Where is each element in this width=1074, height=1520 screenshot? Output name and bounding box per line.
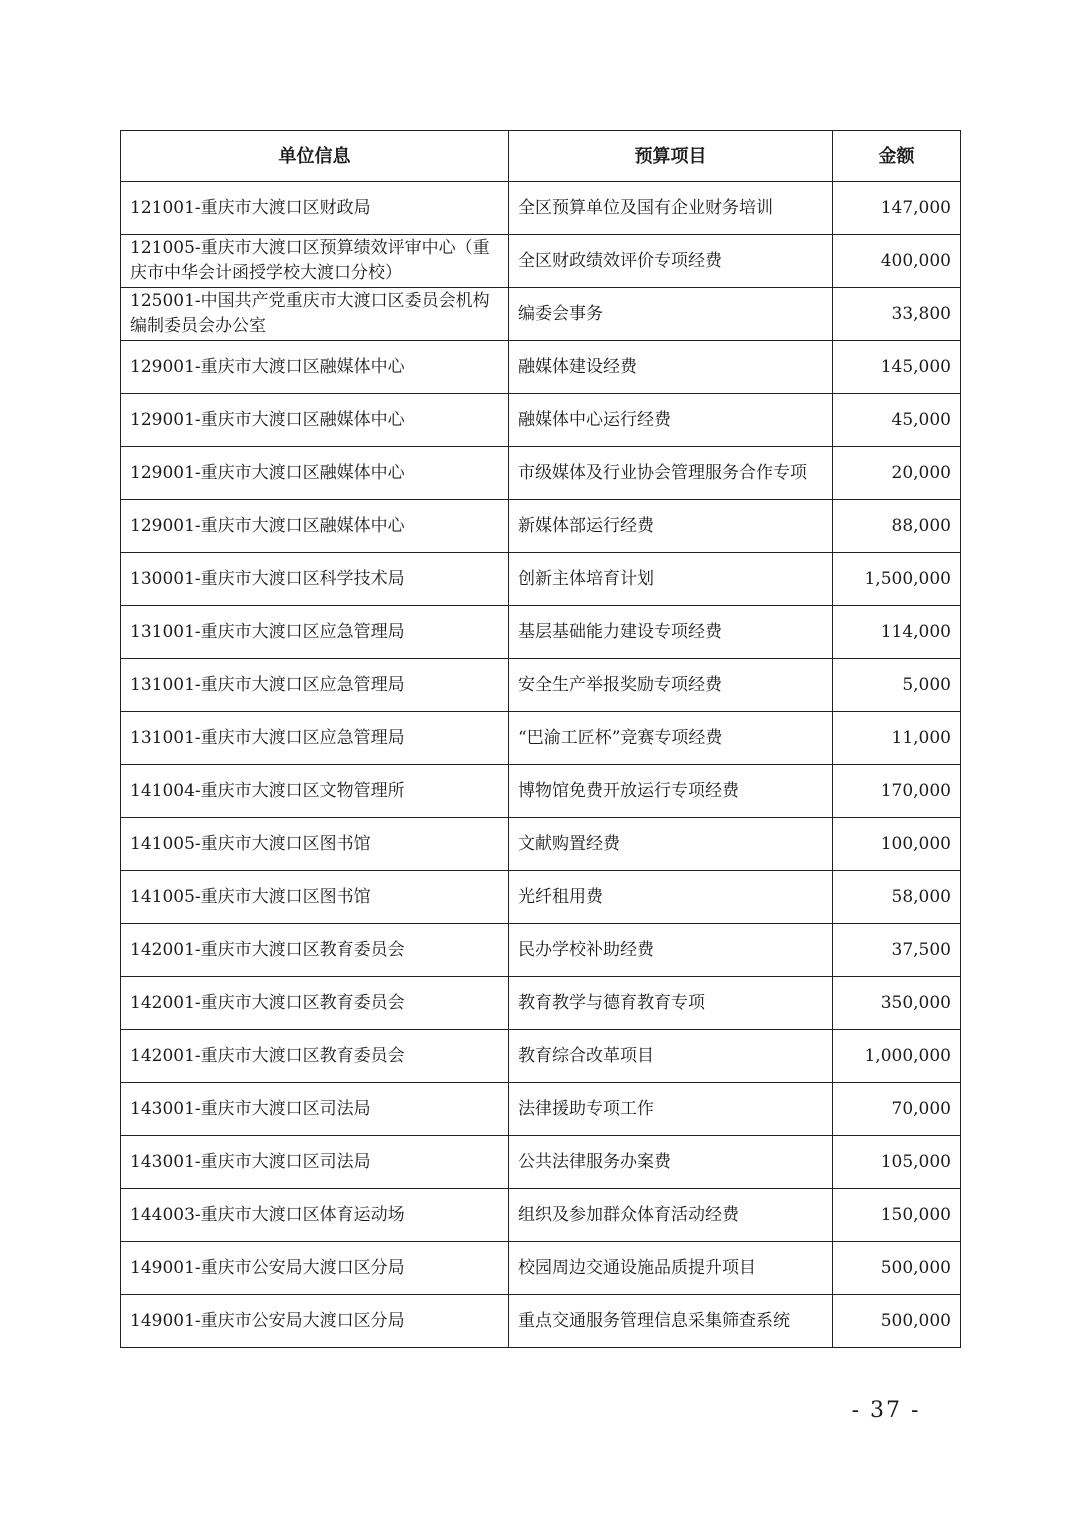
cell-project: 公共法律服务办案费: [509, 1136, 833, 1189]
cell-project: 新媒体部运行经费: [509, 500, 833, 553]
cell-project: 光纤租用费: [509, 871, 833, 924]
cell-amount: 147,000: [833, 182, 961, 235]
cell-project: 教育教学与德育教育专项: [509, 977, 833, 1030]
cell-unit: 125001-中国共产党重庆市大渡口区委员会机构编制委员会办公室: [121, 288, 509, 341]
cell-amount: 70,000: [833, 1083, 961, 1136]
table-body: [121, 182, 961, 1348]
table-row: [121, 818, 961, 871]
cell-unit: 142001-重庆市大渡口区教育委员会: [121, 924, 509, 977]
table-row: [121, 235, 961, 288]
cell-amount: 114,000: [833, 606, 961, 659]
table-row: [121, 341, 961, 394]
cell-unit: 131001-重庆市大渡口区应急管理局: [121, 606, 509, 659]
table-row: [121, 288, 961, 341]
cell-amount: 400,000: [833, 235, 961, 288]
cell-unit: 141005-重庆市大渡口区图书馆: [121, 871, 509, 924]
cell-unit: 121001-重庆市大渡口区财政局: [121, 182, 509, 235]
cell-project: 民办学校补助经费: [509, 924, 833, 977]
table-row: [121, 182, 961, 235]
table-row: [121, 394, 961, 447]
cell-amount: 1,000,000: [833, 1030, 961, 1083]
cell-unit: 129001-重庆市大渡口区融媒体中心: [121, 500, 509, 553]
cell-unit: 121005-重庆市大渡口区预算绩效评审中心（重庆市中华会计函授学校大渡口分校）: [121, 235, 509, 288]
cell-unit: 141004-重庆市大渡口区文物管理所: [121, 765, 509, 818]
header-amount: 金额: [833, 131, 961, 182]
cell-unit: 149001-重庆市公安局大渡口区分局: [121, 1242, 509, 1295]
cell-unit: 144003-重庆市大渡口区体育运动场: [121, 1189, 509, 1242]
cell-unit: 142001-重庆市大渡口区教育委员会: [121, 1030, 509, 1083]
cell-project: 创新主体培育计划: [509, 553, 833, 606]
cell-project: “巴渝工匠杯”竞赛专项经费: [509, 712, 833, 765]
table-row: [121, 659, 961, 712]
table-row: [121, 553, 961, 606]
table-row: [121, 871, 961, 924]
cell-amount: 5,000: [833, 659, 961, 712]
table-row: [121, 1136, 961, 1189]
header-unit-info: 单位信息: [121, 131, 509, 182]
table-row: [121, 606, 961, 659]
table-row: [121, 500, 961, 553]
cell-amount: 88,000: [833, 500, 961, 553]
table-row: [121, 1083, 961, 1136]
cell-project: 全区预算单位及国有企业财务培训: [509, 182, 833, 235]
cell-unit: 130001-重庆市大渡口区科学技术局: [121, 553, 509, 606]
cell-project: 市级媒体及行业协会管理服务合作专项: [509, 447, 833, 500]
cell-project: 教育综合改革项目: [509, 1030, 833, 1083]
cell-amount: 33,800: [833, 288, 961, 341]
cell-unit: 131001-重庆市大渡口区应急管理局: [121, 659, 509, 712]
cell-amount: 11,000: [833, 712, 961, 765]
cell-amount: 20,000: [833, 447, 961, 500]
cell-unit: 129001-重庆市大渡口区融媒体中心: [121, 341, 509, 394]
header-budget-project: 预算项目: [509, 131, 833, 182]
table-row: [121, 765, 961, 818]
cell-project: 融媒体中心运行经费: [509, 394, 833, 447]
cell-project: 校园周边交通设施品质提升项目: [509, 1242, 833, 1295]
cell-project: 组织及参加群众体育活动经费: [509, 1189, 833, 1242]
table-row: [121, 447, 961, 500]
cell-unit: 141005-重庆市大渡口区图书馆: [121, 818, 509, 871]
cell-unit: 129001-重庆市大渡口区融媒体中心: [121, 394, 509, 447]
table-row: [121, 712, 961, 765]
table-row: [121, 924, 961, 977]
cell-project: 文献购置经费: [509, 818, 833, 871]
cell-amount: 1,500,000: [833, 553, 961, 606]
table-row: [121, 1189, 961, 1242]
cell-project: 编委会事务: [509, 288, 833, 341]
cell-amount: 500,000: [833, 1295, 961, 1348]
cell-unit: 131001-重庆市大渡口区应急管理局: [121, 712, 509, 765]
cell-project: 安全生产举报奖励专项经费: [509, 659, 833, 712]
table-row: [121, 1030, 961, 1083]
cell-unit: 129001-重庆市大渡口区融媒体中心: [121, 447, 509, 500]
cell-amount: 350,000: [833, 977, 961, 1030]
cell-amount: 145,000: [833, 341, 961, 394]
cell-amount: 100,000: [833, 818, 961, 871]
cell-amount: 58,000: [833, 871, 961, 924]
table-row: [121, 977, 961, 1030]
cell-amount: 500,000: [833, 1242, 961, 1295]
cell-project: 融媒体建设经费: [509, 341, 833, 394]
cell-project: 法律援助专项工作: [509, 1083, 833, 1136]
cell-unit: 143001-重庆市大渡口区司法局: [121, 1083, 509, 1136]
cell-unit: 149001-重庆市公安局大渡口区分局: [121, 1295, 509, 1348]
page-number: - 37 -: [851, 1398, 921, 1423]
table-header-row: [121, 131, 961, 182]
table-row: [121, 1295, 961, 1348]
cell-project: 全区财政绩效评价专项经费: [509, 235, 833, 288]
cell-amount: 150,000: [833, 1189, 961, 1242]
cell-amount: 45,000: [833, 394, 961, 447]
budget-table: [120, 130, 961, 1348]
cell-amount: 37,500: [833, 924, 961, 977]
cell-project: 博物馆免费开放运行专项经费: [509, 765, 833, 818]
cell-amount: 170,000: [833, 765, 961, 818]
cell-unit: 142001-重庆市大渡口区教育委员会: [121, 977, 509, 1030]
cell-project: 基层基础能力建设专项经费: [509, 606, 833, 659]
cell-project: 重点交通服务管理信息采集筛查系统: [509, 1295, 833, 1348]
table-row: [121, 1242, 961, 1295]
cell-unit: 143001-重庆市大渡口区司法局: [121, 1136, 509, 1189]
cell-amount: 105,000: [833, 1136, 961, 1189]
